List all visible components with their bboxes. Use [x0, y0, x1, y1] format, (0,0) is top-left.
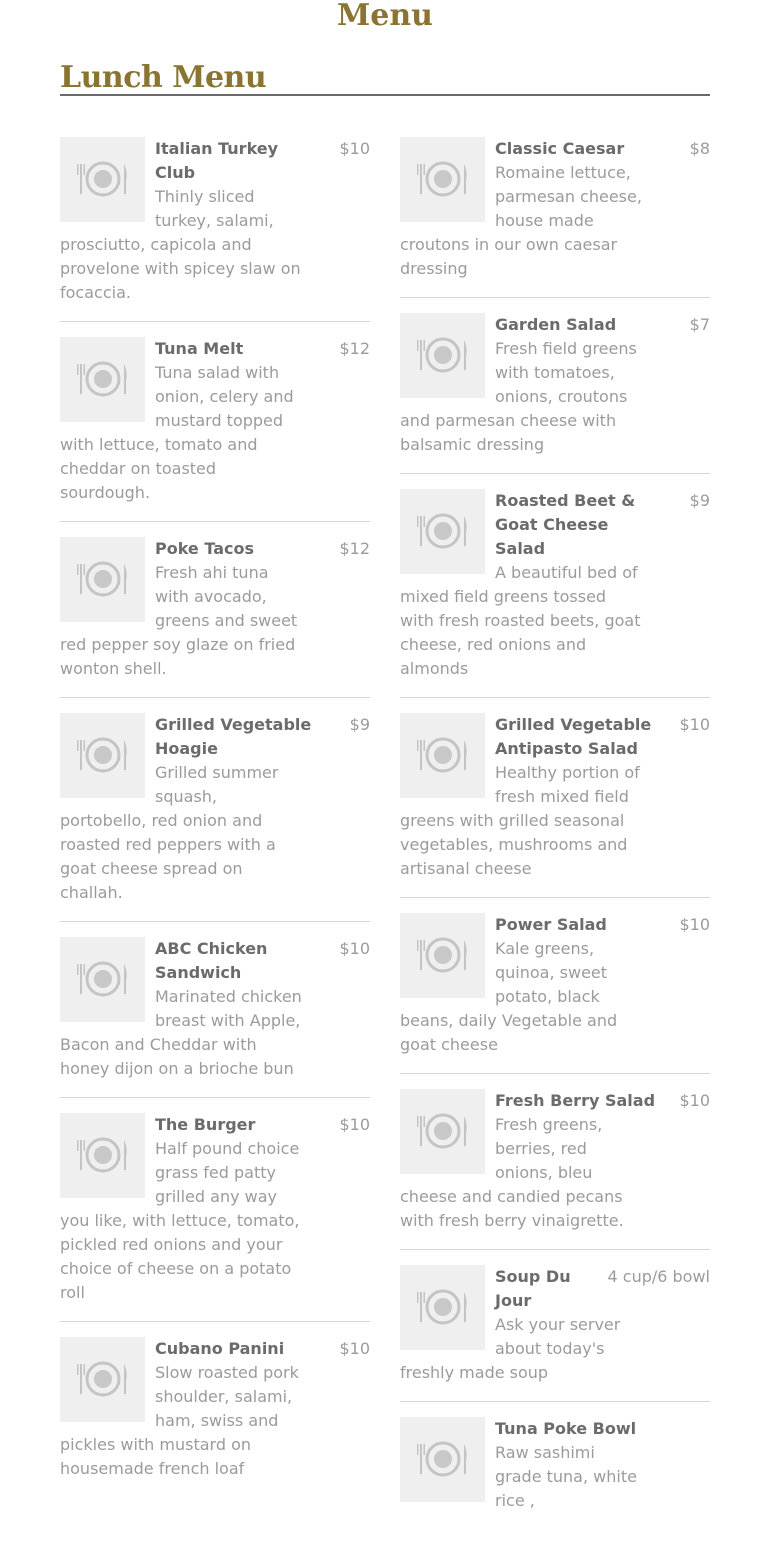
item-name: Power Salad	[495, 915, 607, 934]
menu-item	[400, 1089, 710, 1250]
item-price: $10	[679, 715, 710, 734]
item-description: Half pound choice grass fed patty grilled any way you like, with lettuce, tomato, pickled red onions and your choice of cheese on a potato roll	[60, 1139, 300, 1302]
item-description: Marinated chicken breast with Apple, Bacon and Cheddar with honey dijon on a brioche bun	[60, 987, 302, 1078]
plate-fork-knife-icon	[400, 713, 485, 798]
menu-item	[60, 537, 370, 698]
menu-item	[60, 713, 370, 922]
page-title: Menu	[337, 0, 433, 33]
menu-item	[60, 1113, 370, 1322]
menu-column-left	[60, 137, 370, 1512]
item-price: $7	[689, 315, 710, 334]
item-description: Grilled summer squash, portobello, red onion and roasted red peppers with a goat cheese spread on challah.	[60, 763, 279, 902]
item-name: Grilled Vegetable Hoagie	[155, 715, 312, 758]
item-price: $10	[339, 1339, 370, 1358]
item-price: $10	[339, 139, 370, 158]
menu-item	[60, 137, 370, 322]
plate-fork-knife-icon	[400, 1265, 485, 1350]
plate-fork-knife-icon	[60, 1113, 145, 1198]
item-price: $10	[339, 939, 370, 958]
item-name: Fresh Berry Salad	[495, 1091, 656, 1110]
item-description: Raw sashimi grade tuna, white rice ,	[495, 1443, 637, 1510]
item-price: $12	[339, 339, 370, 358]
plate-fork-knife-icon	[400, 313, 485, 398]
menu-item	[400, 313, 710, 474]
plate-fork-knife-icon	[60, 1337, 145, 1422]
section-header	[60, 56, 710, 96]
item-description: Kale greens, quinoa, sweet potato, black beans, daily Vegetable and goat cheese	[400, 939, 618, 1054]
item-name: Poke Tacos	[155, 539, 254, 558]
menu-item	[400, 913, 710, 1074]
plate-fork-knife-icon	[60, 937, 145, 1022]
menu-item	[400, 1417, 710, 1529]
plate-fork-knife-icon	[60, 137, 145, 222]
item-name: ABC Chicken Sandwich	[155, 939, 268, 982]
plate-fork-knife-icon	[60, 537, 145, 622]
item-price: $12	[339, 539, 370, 558]
menu-item	[400, 137, 710, 298]
item-price: $9	[689, 491, 710, 510]
menu-item	[60, 937, 370, 1098]
menu-item	[400, 713, 710, 898]
item-name: Grilled Vegetable Antipasto Salad	[495, 715, 652, 758]
item-description: Tuna salad with onion, celery and mustard topped with lettuce, tomato and cheddar on toasted sourdough.	[60, 363, 294, 502]
plate-fork-knife-icon	[400, 137, 485, 222]
plate-fork-knife-icon	[60, 713, 145, 798]
plate-fork-knife-icon	[60, 337, 145, 422]
item-price: $9	[349, 715, 370, 734]
item-description: Thinly sliced turkey, salami, prosciutto, capicola and provelone with spicey slaw on focaccia.	[60, 187, 301, 302]
item-price: $8	[689, 139, 710, 158]
item-name: Soup Du Jour	[495, 1267, 571, 1310]
menu-item	[400, 489, 710, 698]
menu-item	[60, 1337, 370, 1497]
item-description: Healthy portion of fresh mixed field greens with grilled seasonal vegetables, mushrooms and artisanal cheese	[400, 763, 640, 878]
plate-fork-knife-icon	[400, 489, 485, 574]
menu-item	[60, 337, 370, 522]
item-description: Slow roasted pork shoulder, salami, ham, swiss and pickles with mustard on housemade french loaf	[60, 1363, 299, 1478]
item-name: Tuna Melt	[155, 339, 244, 358]
plate-fork-knife-icon	[400, 913, 485, 998]
item-price: 4 cup/6 bowl	[607, 1267, 710, 1286]
plate-fork-knife-icon	[400, 1089, 485, 1174]
item-description: A beautiful bed of mixed field greens tossed with fresh roasted beets, goat cheese, red onions and almonds	[400, 563, 641, 678]
item-name: Roasted Beet & Goat Cheese Salad	[495, 491, 636, 558]
item-name: Garden Salad	[495, 315, 617, 334]
item-name: The Burger	[155, 1115, 256, 1134]
plate-fork-knife-icon	[400, 1417, 485, 1502]
item-price: $10	[339, 1115, 370, 1134]
item-price: $10	[679, 915, 710, 934]
item-price: $10	[679, 1091, 710, 1110]
item-name: Classic Caesar	[495, 139, 625, 158]
item-description: Ask your server about today's freshly made soup	[400, 1315, 621, 1382]
item-description: Fresh greens, berries, red onions, bleu cheese and candied pecans with fresh berry vinaigrette.	[400, 1115, 624, 1230]
item-description: Fresh field greens with tomatoes, onions, croutons and parmesan cheese with balsamic dressing	[400, 339, 637, 454]
menu-column-right	[400, 137, 710, 1544]
item-description: Romaine lettuce, parmesan cheese, house made croutons in our own caesar dressing	[400, 163, 642, 278]
item-name: Tuna Poke Bowl	[495, 1419, 637, 1438]
section-title: Lunch Menu	[60, 60, 267, 95]
item-description: Fresh ahi tuna with avocado, greens and sweet red pepper soy glaze on fried wonton shell.	[60, 563, 298, 678]
item-name: Italian Turkey Club	[155, 139, 279, 182]
item-name: Cubano Panini	[155, 1339, 285, 1358]
menu-item	[400, 1265, 710, 1402]
